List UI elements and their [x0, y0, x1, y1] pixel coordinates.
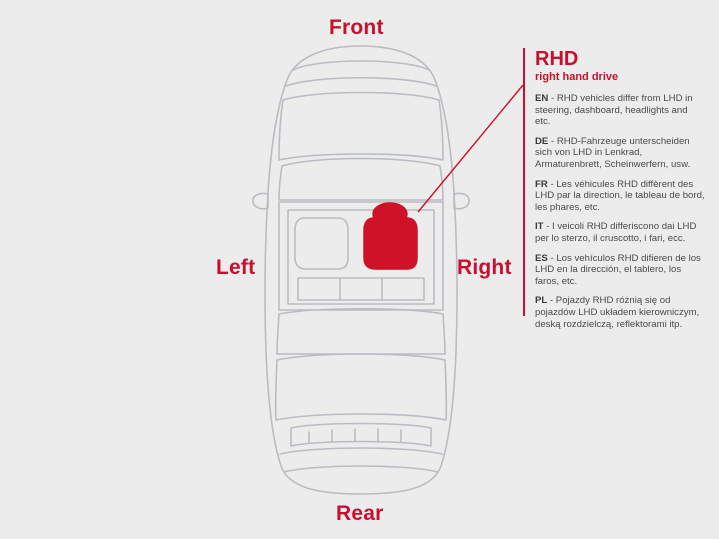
rhd-info-panel	[523, 48, 705, 330]
direction-label-rear: Rear	[336, 502, 384, 525]
description-text: - RHD vehicles differ from LHD in steering, dashboard, headlights and etc.	[535, 93, 693, 128]
description-text: - RHD-Fahrzeuge unterscheiden sich von LHD in Lenkrad, Armaturenbrett, Scheinwerfern, usw.	[535, 135, 691, 170]
language-code: DE	[535, 135, 549, 147]
car-top-view-diagram	[246, 42, 476, 497]
direction-label-right: Right	[457, 256, 512, 279]
panel-subtitle: right hand drive	[535, 71, 619, 83]
language-code: FR	[535, 178, 548, 190]
description-text: - Pojazdy RHD różnią się od pojazdów LHD układem kierowniczym, deską rozdzielczą, reflektorami itp.	[535, 295, 700, 330]
description-entry	[535, 93, 705, 128]
description-entry	[535, 295, 705, 330]
description-text: - I veicoli RHD differiscono dai LHD per lo sterzo, il cruscotto, i fari, ecc.	[535, 221, 697, 244]
description-text: - Los vehículos RHD difieren de los LHD en la dirección, el tablero, los faros, etc.	[535, 252, 701, 287]
description-entry	[535, 136, 705, 171]
direction-label-left: Left	[216, 256, 256, 279]
language-code: PL	[535, 295, 548, 307]
panel-title: RHD	[535, 48, 579, 70]
description-entry	[535, 179, 705, 214]
driver-seat-highlight-shape	[364, 203, 417, 269]
description-text: - Les véhicules RHD diffèrent des LHD par la direction, le tableau de bord, les phares, etc.	[535, 178, 705, 213]
direction-label-front: Front	[329, 16, 384, 39]
language-code: ES	[535, 252, 548, 264]
language-code: IT	[535, 221, 544, 233]
description-entry	[535, 253, 705, 288]
language-code: EN	[535, 93, 549, 104]
description-entry	[535, 221, 705, 244]
